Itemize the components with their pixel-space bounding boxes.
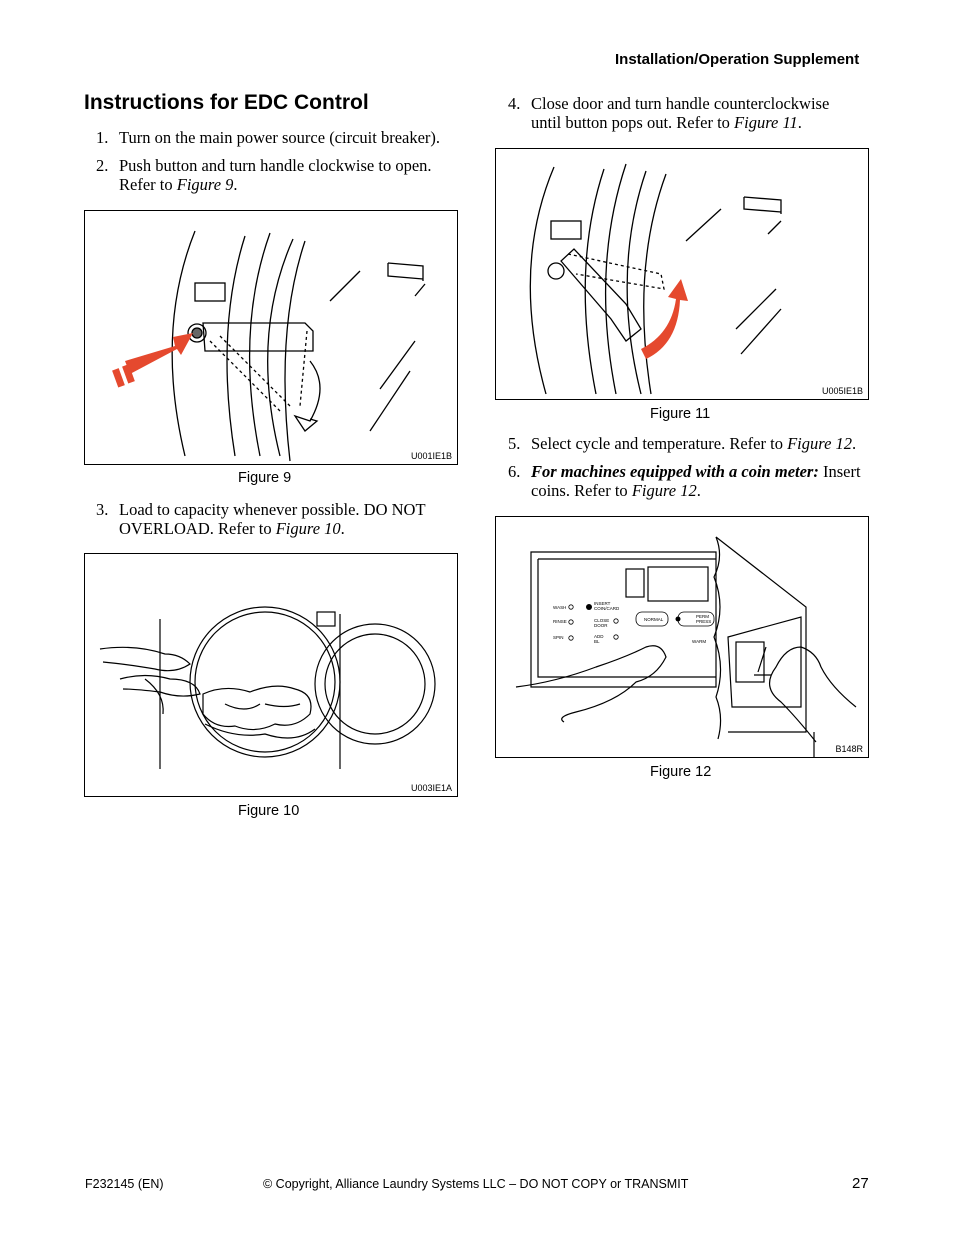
page-number: 27 [852, 1175, 869, 1192]
figure-reference[interactable]: Figure 12 [631, 481, 697, 500]
figure-code: U001IE1B [410, 451, 452, 461]
panel-label-add: ADD [594, 634, 604, 639]
step-text: Turn on the main power source (circuit breaker). [119, 128, 441, 147]
step-number: 3. [96, 500, 109, 519]
red-arrow-icon [641, 279, 688, 359]
step-text-line1: Load to capacity whenever possible. DO NOT [119, 500, 426, 519]
panel-label-insert: INSERT [594, 601, 611, 606]
figure-9 [84, 210, 458, 465]
step-text-line2: Refer to Figure 9. [119, 175, 238, 194]
footer-doc-id: F232145 (EN) [85, 1177, 164, 1191]
step-3 [96, 500, 476, 540]
figure-10 [84, 553, 458, 797]
figure-caption: Figure 11 [650, 406, 711, 422]
header-title: Installation/Operation Supplement [615, 51, 860, 68]
panel-label-perm: PERM [696, 614, 710, 619]
section-title: Instructions for EDC Control [84, 91, 369, 114]
step-number: 4. [508, 94, 521, 113]
figure-code: U003IE1A [410, 783, 452, 793]
step-text-line2: OVERLOAD. Refer to Figure 10. [119, 519, 345, 538]
panel-label-wash: WASH [553, 605, 567, 610]
figure-caption: Figure 9 [238, 470, 292, 486]
step-text-line1: For machines equipped with a coin meter: Insert [531, 462, 861, 481]
figure-11 [495, 148, 869, 400]
panel-label-close: CLOSE [594, 618, 610, 623]
figure-12-illustration [496, 517, 868, 757]
figure-9-illustration [85, 211, 457, 464]
panel-label-door: DOOR [594, 623, 608, 628]
step-number: 2. [96, 156, 109, 175]
step-6 [508, 462, 888, 502]
step-text-line2: until button pops out. Refer to Figure 11. [531, 113, 802, 132]
panel-label-rinse: RINSE [553, 619, 567, 624]
step-number: 5. [508, 434, 521, 453]
step-number: 1. [96, 128, 109, 147]
step-4 [508, 94, 888, 134]
figure-reference[interactable]: Figure 9 [176, 175, 234, 194]
figure-code: U005IE1B [821, 386, 863, 396]
step-2 [96, 156, 476, 196]
figure-caption: Figure 12 [650, 764, 712, 780]
figure-reference[interactable]: Figure 11 [734, 113, 798, 132]
panel-label-coincard: COIN/CARD [594, 606, 620, 611]
figure-reference[interactable]: Figure 10 [275, 519, 341, 538]
figure-reference[interactable]: Figure 12 [787, 434, 853, 453]
step-text-line2: coins. Refer to Figure 12. [531, 481, 701, 500]
panel-label-spin: SPIN [553, 635, 564, 640]
figure-code: B148R [835, 744, 863, 754]
step-number: 6. [508, 462, 521, 481]
step-text-line1: Push button and turn handle clockwise to open. [119, 156, 432, 175]
footer-copyright: © Copyright, Alliance Laundry Systems LLC – DO NOT COPY or TRANSMIT [263, 1177, 689, 1191]
step-text-line1: Close door and turn handle counterclockwise [531, 94, 830, 113]
step-1 [96, 128, 476, 148]
panel-label-press: PRESS [696, 619, 712, 624]
red-arrow-icon [112, 333, 193, 387]
step-5 [508, 434, 888, 454]
panel-label-warm: WARM [692, 639, 707, 644]
panel-label-bl: BL [594, 639, 600, 644]
figure-11-illustration [496, 149, 868, 399]
step-text: Select cycle and temperature. Refer to Figure 12. [531, 434, 857, 453]
figure-10-illustration [85, 554, 457, 796]
figure-caption: Figure 10 [238, 803, 300, 819]
figure-12 [495, 516, 869, 758]
panel-label-normal: NORMAL [644, 617, 664, 622]
